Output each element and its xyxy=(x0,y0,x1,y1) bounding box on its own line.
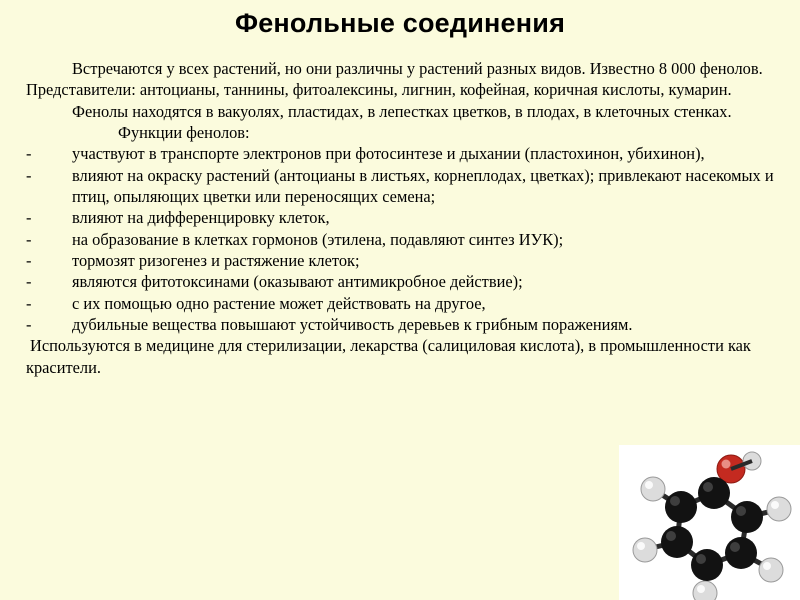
paragraph-uses: Используются в медицине для стерилизации, лекарства (салициловая кислота), в промышленности как красители. xyxy=(26,336,751,377)
bullet-dash: - xyxy=(26,165,32,185)
list-item xyxy=(26,207,778,228)
list-item xyxy=(26,271,778,292)
list-item-label: дубильные вещества повышают устойчивость деревьев к грибным поражениям. xyxy=(72,314,633,334)
list-item xyxy=(26,165,778,208)
list-item-label: на образование в клетках гормонов (этилена, подавляют синтез ИУК); xyxy=(72,229,564,249)
list-item-label: являются фитотоксинами (оказывают антимикробное действие); xyxy=(72,272,523,292)
paragraph-intro: Встречаются у всех растений, но они различны у растений разных видов. Известно 8 000 фенолов. xyxy=(72,59,763,78)
bullet-dash: - xyxy=(26,144,32,164)
phenol-molecule-model xyxy=(619,445,800,600)
list-item xyxy=(26,293,778,314)
bullet-dash: - xyxy=(26,314,32,334)
list-item-label: участвуют в транспорте электронов при фотосинтезе и дыхании (пластохинон, убихинон), xyxy=(72,144,705,164)
bullet-dash: - xyxy=(26,208,32,228)
list-item-label: тормозят ризогенез и растяжение клеток; xyxy=(72,250,360,270)
list-item-label: влияют на дифференцировку клеток, xyxy=(72,208,330,228)
page-title: Фенольные соединения xyxy=(234,8,566,38)
list-item-label: влияют на окраску растений (антоцианы в листьях, корнеплодах, цветках); привлекают насекомых и птиц, опыляющих цветки или переносящих семена; xyxy=(72,165,774,206)
list-item xyxy=(26,250,778,271)
bullet-dash: - xyxy=(26,272,32,292)
paragraph-functions-heading: Функции фенолов: xyxy=(118,122,250,142)
list-item-label: с их помощью одно растение может действовать на другое, xyxy=(72,293,486,313)
list-item xyxy=(26,229,778,250)
bullet-dash: - xyxy=(26,229,32,249)
list-item xyxy=(26,314,778,335)
list-item xyxy=(26,143,778,164)
paragraph-representatives: Представители: антоцианы, таннины, фитоалексины, лигнин, кофейная, коричная кислоты, кумарин. xyxy=(26,80,732,100)
bullet-dash: - xyxy=(26,293,32,313)
bullet-dash: - xyxy=(26,250,32,270)
slide-body xyxy=(26,58,778,378)
paragraph-location: Фенолы находятся в вакуолях, пластидах, в лепестках цветков, в плодах, в клеточных стенках. xyxy=(72,101,732,121)
